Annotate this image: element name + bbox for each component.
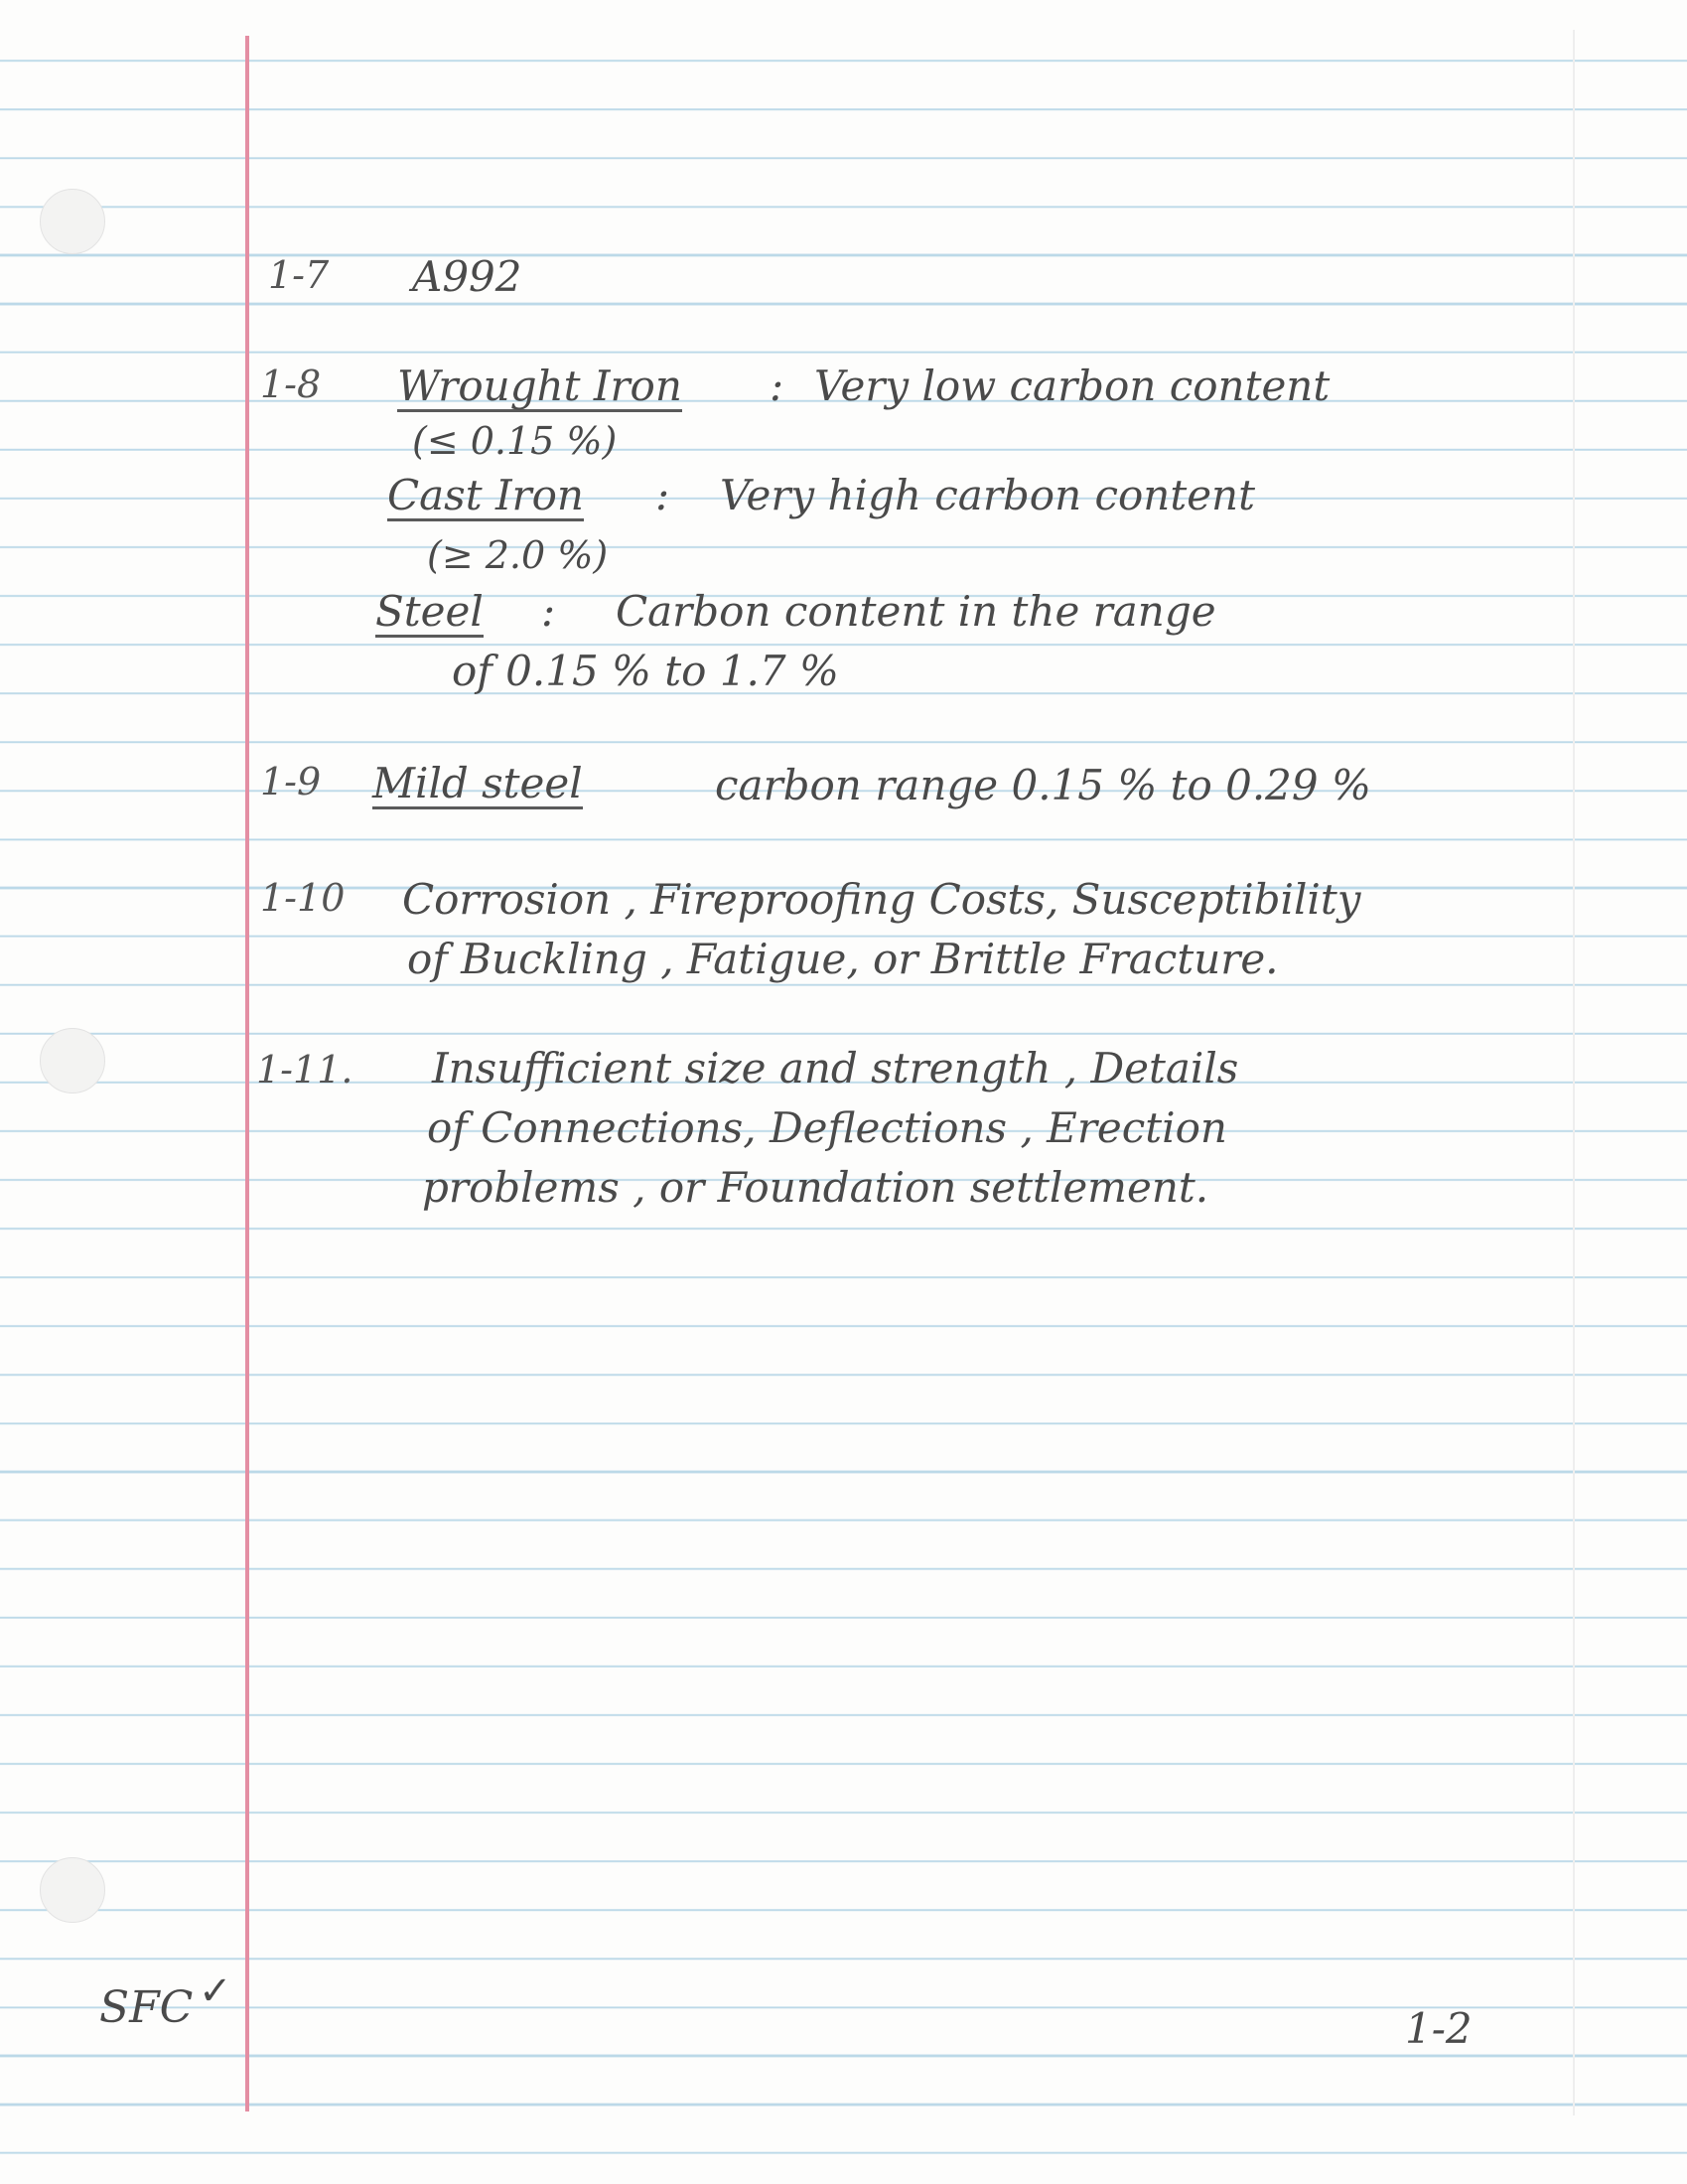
answer-line: Corrosion , Fireproofing Costs, Susceptibility [402,875,1361,924]
desc-wrought-iron: Very low carbon content [814,362,1331,410]
range-steel: of 0.15 % to 1.7 % [452,647,839,695]
punch-hole-bottom [40,1857,105,1923]
separator: : [541,587,556,636]
problem-number: 1-7 [268,253,330,297]
punch-hole-top [40,189,105,254]
desc-cast-iron: Very high carbon content [720,471,1255,519]
page-edge-line [1573,30,1575,2115]
range-cast-iron: (≥ 2.0 %) [427,533,609,577]
page-number: 1-2 [1405,2004,1473,2053]
problem-number: 1-11. [256,1048,353,1092]
answer-line: Insufficient size and strength , Details [432,1044,1239,1092]
problem-number: 1-9 [260,760,322,803]
term-steel: Steel [375,587,484,636]
problem-number: 1-10 [260,876,346,920]
punch-hole-middle [40,1028,105,1093]
answer-line: problems , or Foundation settlement. [422,1163,1209,1212]
answer-line: of Connections, Deflections , Erection [427,1103,1227,1152]
term-wrought-iron: Wrought Iron [397,362,682,410]
separator: : [770,362,784,410]
answer-text: A992 [412,252,522,301]
term-mild-steel: Mild steel [372,759,583,807]
range-wrought-iron: (≤ 0.15 %) [412,419,618,463]
desc-mild-steel: carbon range 0.15 % to 0.29 % [715,761,1371,809]
term-cast-iron: Cast Iron [387,471,584,519]
desc-steel: Carbon content in the range [616,587,1216,636]
grader-initials: SFC [99,1982,194,2033]
red-margin-line [245,36,249,2111]
check-mark-icon: ✓ [199,1968,232,2014]
answer-line: of Buckling , Fatigue, or Brittle Fracture. [407,935,1279,983]
separator: : [655,471,670,519]
problem-number: 1-8 [260,363,322,406]
